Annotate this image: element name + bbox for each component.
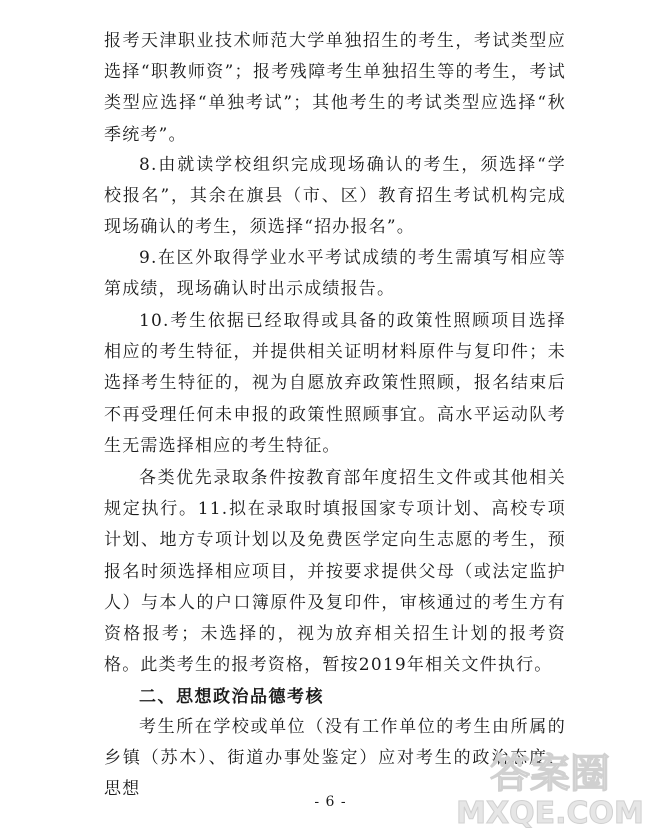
section-heading: 二、思想政治品德考核 xyxy=(139,687,324,707)
paragraph-item-8: 8.由就读学校组织完成现场确认的考生，须选择“学校报名”，其余在旗县（市、区）教育招生考试机构完成现场确认的考生，须选择“招办报名”。 xyxy=(104,155,566,238)
paragraph-political-review: 考生所在学校或单位（没有工作单位的考生由所属的乡镇（苏木）、街道办事处鉴定）应对考生的政治态度、思想 xyxy=(104,717,566,800)
page-number: - 6 - xyxy=(314,794,347,810)
paragraph-item-10: 10.考生依据已经取得或具备的政策性照顾项目选择相应的考生特征，并提供相关证明材料原件与复印件；未选择考生特征的，视为自愿放弃政策性照顾，报名结束后不再受理任何未申报的政策性照顾事宜。高水平运动队考生无需选择相应的考生特征。 xyxy=(104,311,566,456)
paragraph-exam-type: 报考天津职业技术师范大学单独招生的考生，考试类型应选择“职教师资”；报考残障考生单独招生等的考生，考试类型应选择“单独考试”；其他考生的考试类型应选择“秋季统考”。 xyxy=(104,31,566,145)
watermark-logo xyxy=(445,741,655,829)
paragraph-item-9: 9.在区外取得学业水平考试成绩的考生需填写相应等第成绩，现场确认时出示成绩报告。 xyxy=(104,248,566,300)
paragraph-item-11: 各类优先录取条件按教育部年度招生文件或其他相关规定执行。11.拟在录取时填报国家专项计划、高校专项计划、地方专项计划以及免费医学定向生志愿的考生，预报名时须选择相应项目，并按要求提供父母（或法定监护人）与本人的户口簿原件及复印件，审核通过的考生方有资格报考；未选择的，视为放弃相关招生计划的报考资格。此类考生的报考资格，暂按2019年相关文件执行。 xyxy=(104,468,566,676)
watermark-text: 答案圈 xyxy=(490,751,610,797)
watermark-url: MXQE.COM xyxy=(456,796,644,829)
